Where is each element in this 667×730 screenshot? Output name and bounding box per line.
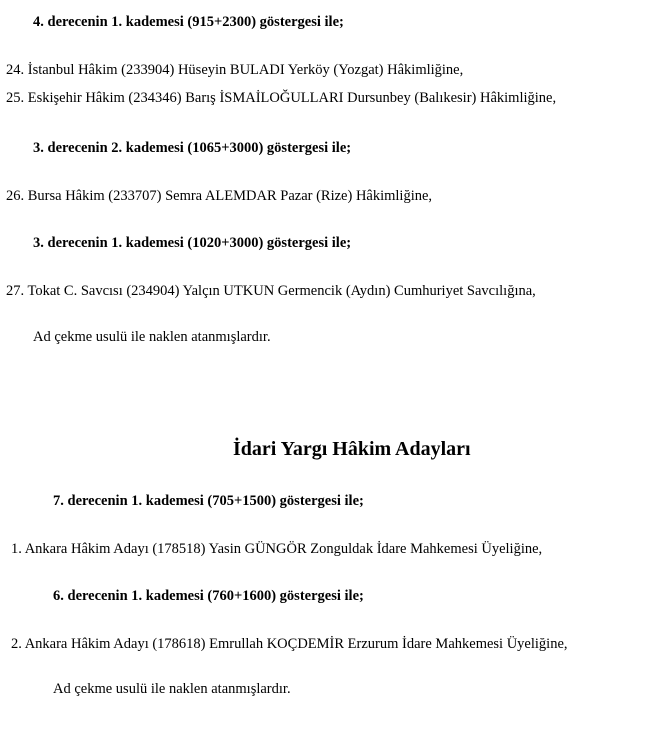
list-item-25: 25. Eskişehir Hâkim (234346) Barış İSMAİLOĞULLARI Dursunbey (Balıkesir) Hâkimliğine, <box>6 90 557 106</box>
closing-statement-2: Ad çekme usulü ile naklen atanmışlardır. <box>53 681 291 697</box>
closing-statement: Ad çekme usulü ile naklen atanmışlardır. <box>33 329 271 345</box>
grade-heading-3-2: 3. derecenin 2. kademesi (1065+3000) göstergesi ile; <box>33 140 352 156</box>
list-item-27: 27. Tokat C. Savcısı (234904) Yalçın UTKUN Germencik (Aydın) Cumhuriyet Savcılığına, <box>6 283 536 299</box>
list-item-26: 26. Bursa Hâkim (233707) Semra ALEMDAR Pazar (Rize) Hâkimliğine, <box>6 188 433 204</box>
grade-heading-6-1: 6. derecenin 1. kademesi (760+1600) göstergesi ile; <box>53 588 364 604</box>
list-item-1: 1. Ankara Hâkim Adayı (178518) Yasin GÜNGÖR Zonguldak İdare Mahkemesi Üyeliğine, <box>11 541 543 557</box>
grade-heading-4-1: 4. derecenin 1. kademesi (915+2300) göstergesi ile; <box>33 14 344 30</box>
list-item-2: 2. Ankara Hâkim Adayı (178618) Emrullah KOÇDEMİR Erzurum İdare Mahkemesi Üyeliğine, <box>11 636 568 652</box>
section-title: İdari Yargı Hâkim Adayları <box>233 438 471 460</box>
grade-heading-3-1: 3. derecenin 1. kademesi (1020+3000) göstergesi ile; <box>33 235 352 251</box>
grade-heading-7-1: 7. derecenin 1. kademesi (705+1500) göstergesi ile; <box>53 493 364 509</box>
list-item-24: 24. İstanbul Hâkim (233904) Hüseyin BULADI Yerköy (Yozgat) Hâkimliğine, <box>6 62 464 78</box>
